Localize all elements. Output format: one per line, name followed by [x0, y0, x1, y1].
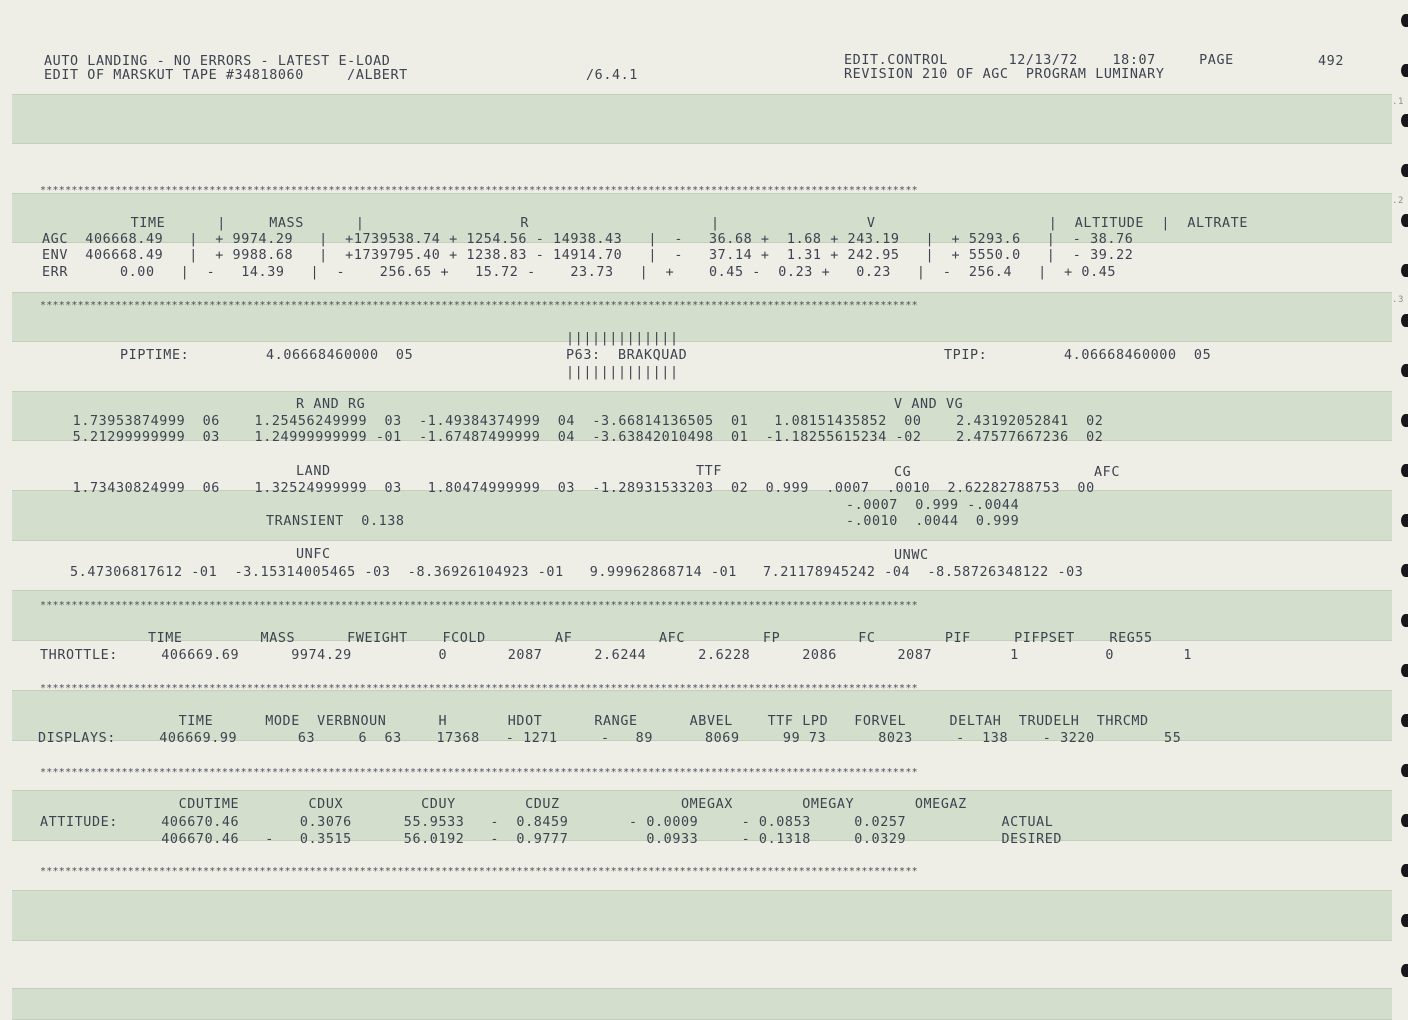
displays-row: DISPLAYS: 406669.99 63 6 63 17368 - 1271 - 89 8069 99 73 8023 - 138 - 3220 55 [38, 731, 1182, 746]
state-row-err: ERR 0.00 | - 14.39 | - 256.65 + 15.72 - 23.73 | + 0.45 - 0.23 + 0.23 | - 256.4 | + 0.45 [42, 265, 1117, 280]
unfc-row: 5.47306817612 -01 -3.15314005465 -03 -8.36926104923 -01 9.99962868714 -01 7.21178945242 -04 -8.58726348122 -03 [70, 565, 1084, 580]
feed-hole [1401, 214, 1408, 227]
header-version: /6.4.1 [586, 68, 638, 83]
feed-hole [1401, 514, 1408, 527]
land-row: 1.73430824999 06 1.32524999999 03 1.80474999999 03 -1.28931533203 02 0.999 .0007 .0010 2.62282788753 00 [64, 481, 1095, 496]
attitude-header: CDUTIME CDUX CDUY CDUZ OMEGAX OMEGAY OMEGAZ [40, 797, 967, 812]
v-and-vg-label: V AND VG [894, 397, 964, 412]
paper-band [12, 890, 1392, 941]
separator: ******************************************************************************************************************************************** [40, 767, 918, 778]
header-edit-control: EDIT.CONTROL 12/13/72 18:07 PAGE [844, 53, 1234, 68]
unfc-label: UNFC [296, 547, 331, 562]
feed-hole [1401, 114, 1408, 127]
vectors-row: 1.73953874999 06 1.25456249999 03 -1.49384374999 04 -3.66814136505 01 1.08151435852 00 2.43192052841 02 [64, 414, 1104, 429]
feed-hole [1401, 14, 1408, 27]
feed-hole [1401, 764, 1408, 777]
feed-hole [1401, 564, 1408, 577]
separator: ******************************************************************************************************************************************** [40, 185, 918, 196]
margin-mark: .2 [1392, 196, 1405, 206]
paper-band [12, 490, 1392, 541]
r-and-rg-label: R AND RG [296, 397, 366, 412]
piptime-value: 4.06668460000 05 [266, 348, 414, 363]
header-revision: REVISION 210 OF AGC PROGRAM LUMINARY [844, 67, 1165, 82]
feed-hole [1401, 914, 1408, 927]
afc-label: AFC [1094, 465, 1120, 480]
feed-hole [1401, 714, 1408, 727]
displays-header: TIME MODE VERBNOUN H HDOT RANGE ABVEL TTF LPD FORVEL DELTAH TRUDELH THRCMD [40, 714, 1149, 729]
margin-mark: .1 [1392, 97, 1405, 107]
header-title: AUTO LANDING - NO ERRORS - LATEST E-LOAD [44, 54, 391, 69]
feed-hole [1401, 64, 1408, 77]
tpip-label: TPIP: [944, 348, 988, 363]
feed-hole [1401, 664, 1408, 677]
cg-label: CG [894, 465, 912, 480]
phase-bars-bottom: ||||||||||||| [566, 365, 679, 380]
cg-row: -.0007 0.999 -.0044 [846, 498, 1020, 513]
separator: ******************************************************************************************************************************************** [40, 683, 918, 694]
feed-hole [1401, 414, 1408, 427]
feed-hole [1401, 464, 1408, 477]
ttf-label: TTF [696, 464, 722, 479]
throttle-row: THROTTLE: 406669.69 9974.29 0 2087 2.6244 2.6228 2086 2087 1 0 1 [40, 648, 1193, 663]
feed-hole [1401, 614, 1408, 627]
feed-hole [1401, 164, 1408, 177]
phase-bars-top: ||||||||||||| [566, 331, 679, 346]
tpip-value: 4.06668460000 05 [1064, 348, 1212, 363]
feed-hole [1401, 864, 1408, 877]
attitude-row-actual: ATTITUDE: 406670.46 0.3076 55.9533 - 0.8459 - 0.0009 - 0.0853 0.0257 ACTUAL [40, 815, 1054, 830]
feed-hole [1401, 264, 1408, 277]
state-row-env: ENV 406668.49 | + 9988.68 | +1739795.40 + 1238.83 - 14914.70 | - 37.14 + 1.31 + 242.95 | + 5550.0 | - 39.22 [42, 248, 1134, 263]
throttle-header: TIME MASS FWEIGHT FCOLD AF AFC FP FC PIF PIFPSET REG55 [44, 631, 1153, 646]
feed-hole [1401, 964, 1408, 977]
paper-band [12, 988, 1392, 1020]
header-subtitle: EDIT OF MARSKUT TAPE #34818060 /ALBERT [44, 68, 408, 83]
feed-hole [1401, 814, 1408, 827]
separator: ******************************************************************************************************************************************** [40, 600, 918, 611]
feed-hole [1401, 364, 1408, 377]
paper-band [12, 94, 1392, 144]
attitude-row-desired: 406670.46 - 0.3515 56.0192 - 0.9777 0.0933 - 0.1318 0.0329 DESIRED [40, 832, 1063, 847]
transient-label: TRANSIENT 0.138 [266, 514, 405, 529]
page-number: 492 [1318, 54, 1344, 69]
feed-hole [1401, 314, 1408, 327]
state-header: TIME | MASS | R | V | ALTITUDE | ALTRATE [44, 216, 1248, 231]
separator: ******************************************************************************************************************************************** [40, 300, 918, 311]
cg-row: -.0010 .0044 0.999 [846, 514, 1020, 529]
state-row-agc: AGC 406668.49 | + 9974.29 | +1739538.74 + 1254.56 - 14938.43 | - 36.68 + 1.68 + 243.19 | + 5293.6 | - 38.76 [42, 232, 1134, 247]
unwc-label: UNWC [894, 548, 929, 563]
piptime-label: PIPTIME: [120, 348, 190, 363]
phase-label: P63: BRAKQUAD [566, 348, 688, 363]
separator: ******************************************************************************************************************************************** [40, 866, 918, 877]
land-label: LAND [296, 464, 331, 479]
vectors-row: 5.21299999999 03 1.24999999999 -01 -1.67487499999 04 -3.63842010498 01 -1.18255615234 -02 2.47577667236 02 [64, 430, 1104, 445]
margin-mark: .3 [1392, 295, 1405, 305]
